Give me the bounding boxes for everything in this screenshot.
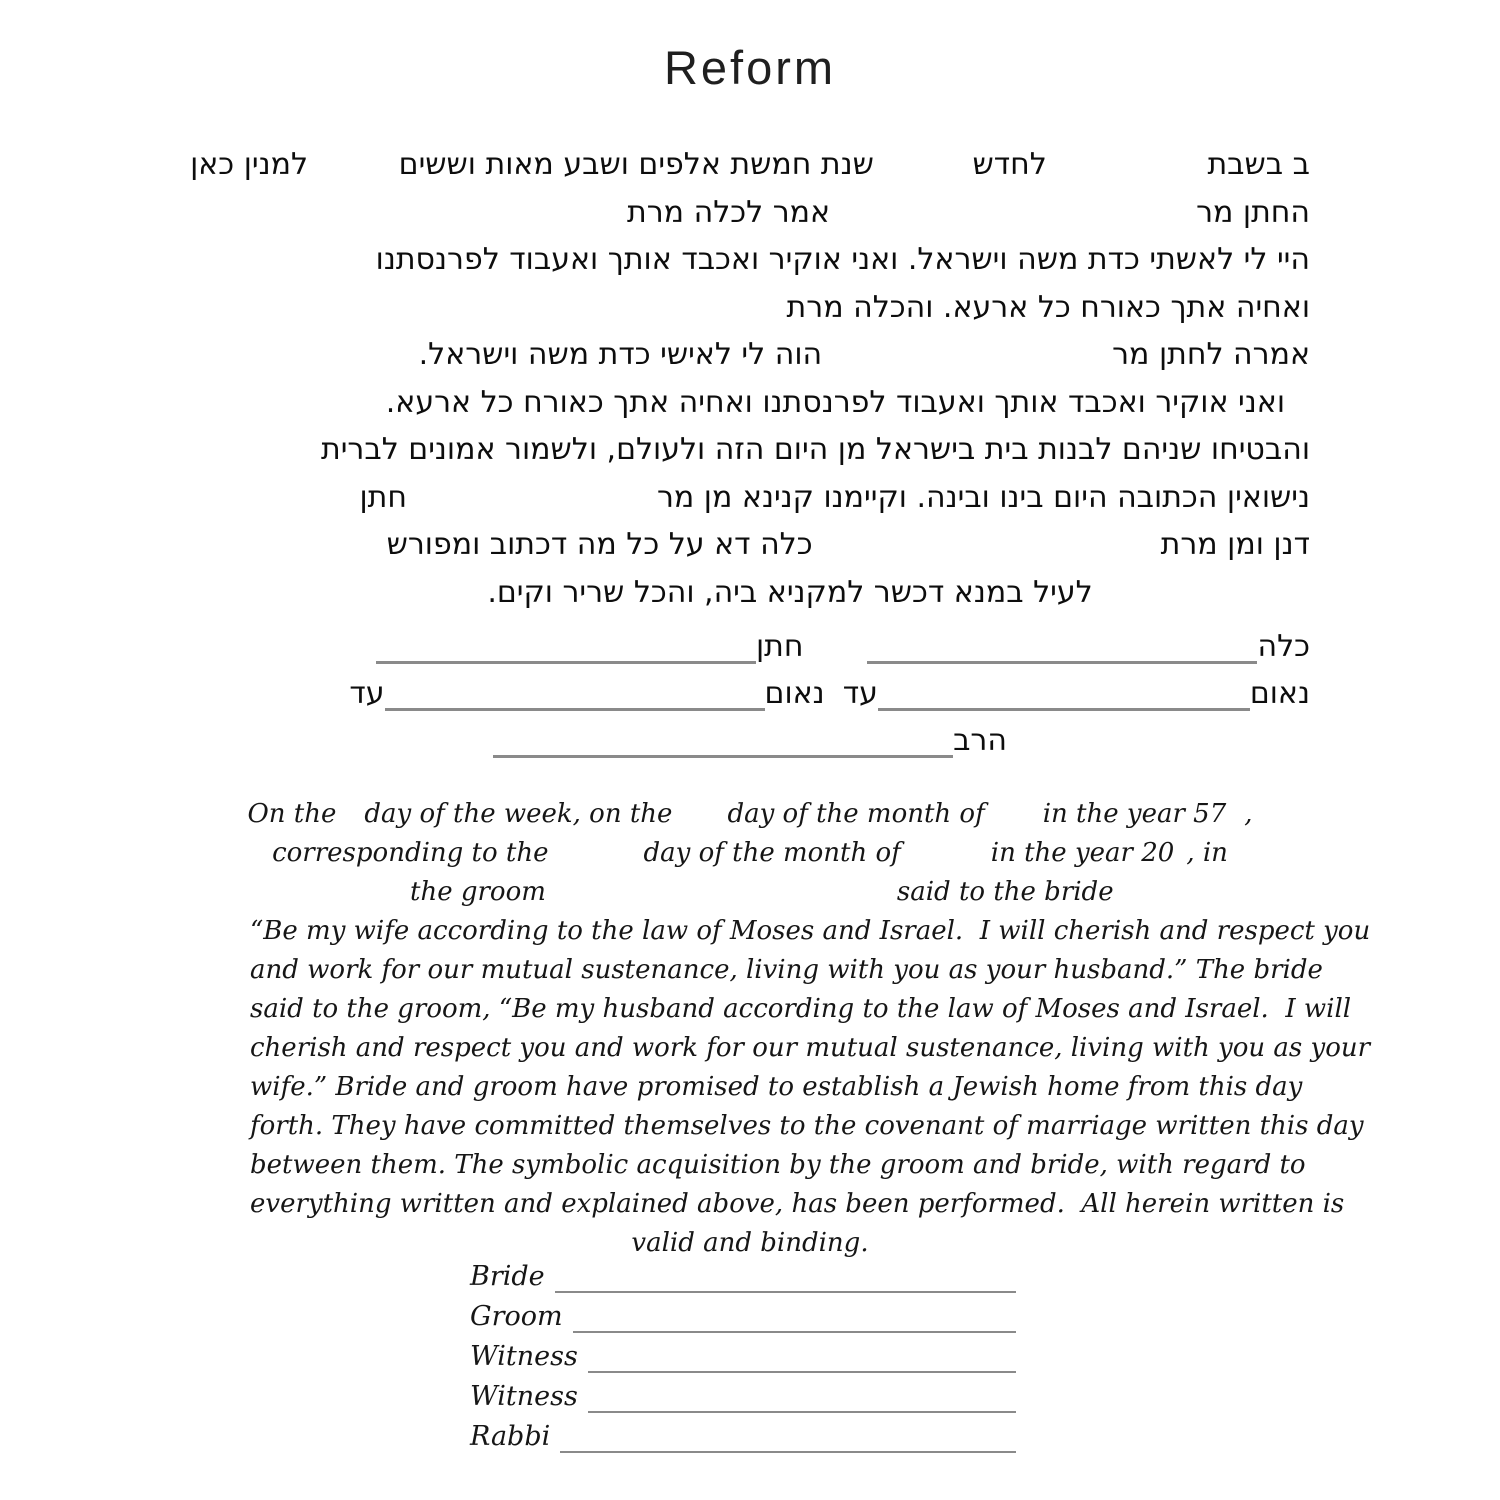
hebrew-line-6: ואני אוקיר ואכבד אותך ואעבוד לפרנסתנו ואחיה אתך כאורח כל ארעא.	[385, 384, 1285, 420]
english-line-2-seg1: corresponding to the	[272, 838, 549, 868]
hebrew-witness-label-2: עד	[349, 676, 385, 711]
hebrew-groom-label: חתן	[755, 629, 804, 664]
english-body-line: wife.” Bride and groom have promised to establish a Jewish home from this day	[250, 1072, 1303, 1102]
hebrew-line-2-seg2: אמר לכלה מרת	[627, 194, 831, 230]
hebrew-line-8-seg1: נישואין הכתובה היום בינו ובינה. וקיימנו קנינא מן מר	[656, 479, 1310, 515]
english-body-line: and work for our mutual sustenance, living with you as your husband.” The bride	[250, 955, 1323, 985]
hebrew-line-7: והבטיחו שניהם לבנות בית בישראל מן היום הזה ולעולם, ולשמור אמונים לברית	[321, 432, 1310, 467]
english-line-3-seg2: said to the bride	[896, 877, 1114, 907]
english-body-line: cherish and respect you and work for our mutual sustenance, living with you as your	[250, 1033, 1371, 1063]
hebrew-line-1-seg1: ב בשבת	[1207, 147, 1310, 182]
witness1-signature-row	[470, 1333, 1016, 1373]
hebrew-signature-row-3	[190, 716, 1310, 758]
hebrew-witness1-signature-line	[878, 678, 1250, 711]
rabbi-label: Rabbi	[470, 1421, 551, 1452]
hebrew-rabbi-signature-line	[493, 725, 953, 758]
groom-signature-line	[573, 1305, 1016, 1333]
witness1-signature-line	[588, 1345, 1016, 1373]
hebrew-signed-label-1: נאום	[1249, 676, 1310, 711]
hebrew-line-8-seg2: חתן	[359, 479, 407, 515]
hebrew-line-2-seg1: החתן מר	[1196, 194, 1310, 230]
english-body-line: said to the groom, “Be my husband according to the law of Moses and Israel. I will	[250, 994, 1352, 1024]
hebrew-line-3: היי לי לאשתי כדת משה וישראל. ואני אוקיר ואכבד אותך ואעבוד לפרנסתנו	[375, 242, 1310, 277]
hebrew-signed-label-2: נאום	[764, 676, 825, 711]
english-line-2-seg4: , in	[1186, 838, 1228, 868]
english-line-1-seg1: On the	[247, 799, 337, 829]
hebrew-witness2-signature-line	[385, 678, 765, 711]
english-text-section	[247, 795, 1371, 1263]
groom-signature-row	[470, 1293, 1016, 1333]
english-line-3-seg1: the groom	[410, 877, 546, 907]
hebrew-line-1-seg2: לחדש	[972, 147, 1047, 182]
english-line-2-seg2: day of the month of	[643, 838, 901, 868]
hebrew-signature-row-2	[190, 669, 1310, 711]
english-line-1-seg4: in the year 57	[1042, 799, 1227, 829]
witness1-label: Witness	[470, 1341, 578, 1372]
english-body-line: valid and binding.	[631, 1228, 869, 1258]
english-body-line: everything written and explained above, has been performed. All herein written is	[250, 1189, 1345, 1219]
bride-label: Bride	[470, 1261, 545, 1292]
english-body-line: forth. They have committed themselves to the covenant of marriage written this day	[250, 1111, 1364, 1141]
hebrew-line-9-seg2: כלה דא על כל מה דכתוב ומפורש	[386, 527, 813, 562]
hebrew-line-5-seg2: הוה לי לאישי כדת משה וישראל.	[418, 337, 823, 372]
bride-signature-line	[555, 1265, 1016, 1293]
rabbi-signature-row	[470, 1413, 1016, 1453]
hebrew-line-5-seg1: אמרה לחתן מר	[1112, 337, 1310, 372]
hebrew-line-10: לעיל במנא דכשר למקניא ביה, והכל שריר וקים.	[487, 574, 1093, 610]
english-line-3	[250, 873, 1250, 912]
witness2-signature-line	[588, 1385, 1016, 1413]
hebrew-line-9-seg1: דנן ומן מרת	[1160, 527, 1310, 562]
document-title: Reform	[663, 41, 837, 94]
hebrew-line-2	[190, 189, 1310, 237]
hebrew-line-8	[190, 474, 1310, 522]
hebrew-line-5	[190, 331, 1310, 379]
english-line-1	[247, 795, 1253, 834]
hebrew-rabbi-label: הרב	[953, 723, 1007, 758]
hebrew-bride-label: כלה	[1257, 629, 1310, 664]
english-line-2	[250, 834, 1250, 873]
hebrew-bride-signature-line	[867, 631, 1257, 664]
rabbi-signature-line	[560, 1425, 1016, 1453]
witness2-signature-row	[470, 1373, 1016, 1413]
hebrew-line-1-seg4: למנין כאן	[190, 147, 309, 182]
witness2-label: Witness	[470, 1381, 578, 1412]
english-signature-section	[470, 1253, 1016, 1453]
english-body-line: “Be my wife according to the law of Moses and Israel. I will cherish and respect you	[250, 916, 1371, 946]
hebrew-line-1-seg3: שנת חמשת אלפים ושבע מאות וששים	[398, 147, 874, 182]
hebrew-witness-label-1: עד	[842, 676, 878, 711]
hebrew-line-9	[190, 521, 1310, 569]
bride-signature-row	[470, 1253, 1016, 1293]
hebrew-text-section	[190, 141, 1310, 758]
groom-label: Groom	[470, 1301, 563, 1332]
english-line-1-seg5: ,	[1244, 799, 1253, 829]
english-line-2-seg3: in the year 20	[990, 838, 1175, 868]
hebrew-groom-signature-line	[376, 631, 756, 664]
english-line-1-seg2: day of the week, on the	[364, 799, 673, 829]
hebrew-signature-row-1	[190, 622, 1310, 664]
hebrew-line-4: ואחיה אתך כאורח כל ארעא. והכלה מרת	[786, 289, 1310, 325]
english-line-1-seg3: day of the month of	[727, 799, 985, 829]
english-body-line: between them. The symbolic acquisition by the groom and bride, with regard to	[250, 1150, 1306, 1180]
hebrew-line-1	[190, 141, 1310, 189]
